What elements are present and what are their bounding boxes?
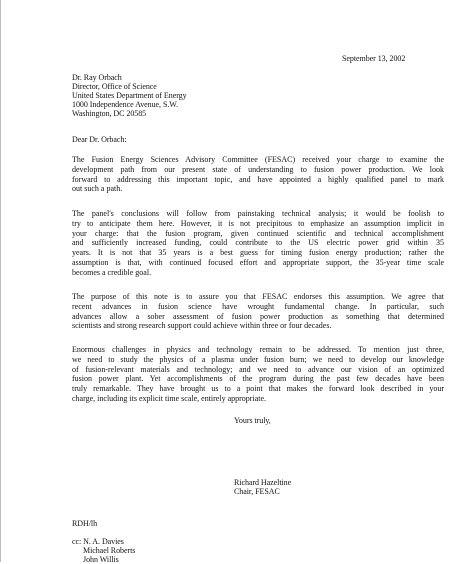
paragraph-line: out such a path.: [72, 184, 123, 194]
paragraph-line: assumption is that, with continued focused effort and appropriate support, the 35-year time scale: [72, 257, 444, 267]
paragraph-line: your charge: that the fusion program, given continued scientific and technical accomplishment: [72, 228, 444, 238]
paragraph-line: The panel's conclusions will follow from painstaking technical analysis; it would be foolish to: [72, 209, 444, 218]
paragraph-line: The purpose of this note is to assure you that FESAC endorses this assumption. We agree that: [72, 292, 444, 301]
paragraph-line: advances allow a sober assessment of fusion power production as something that determined: [72, 311, 444, 321]
signer-title: Chair, FESAC: [234, 487, 280, 496]
paragraph-1: [72, 155, 444, 194]
cc-recipient: Michael Roberts: [83, 546, 136, 555]
paragraph-line: years. It is not that 35 years is a best guess for timing fusion energy production; rather the: [72, 248, 444, 257]
paragraph-line: The Fusion Energy Sciences Advisory Committee (FESAC) received your charge to examine the: [72, 155, 444, 164]
paragraph-line: scientists and strong research support could achieve within three or four decades.: [72, 321, 332, 331]
paragraph-line: of fusion-relevant materials and technology; and we need to advance our vision of an optimized: [72, 364, 444, 374]
paragraph-line: Enormous challenges in physics and technology remain to be addressed. To mention just three,: [72, 345, 444, 354]
paragraph-line: becomes a credible goal.: [72, 267, 152, 277]
recipient-street: 1000 Independence Avenue, S.W.: [72, 100, 179, 109]
paragraph-line: forward to addressing this important topic, and have appointed a highly qualified panel to mark: [72, 174, 444, 184]
recipient-city: Washington, DC 20585: [72, 109, 147, 118]
paragraph-line: we need to study the physics of a plasma under fusion burn; we need to develop our knowledge: [72, 354, 444, 364]
signer-name: Richard Hazeltine: [234, 478, 292, 487]
paragraph-line: recent advances in fusion science have wrought fundamental change. In particular, such: [72, 301, 444, 311]
paragraph-line: development path from our present state of understanding to fusion power production. We look: [72, 164, 444, 174]
paragraph-line: charge, including its explicit time scale, entirely appropriate.: [72, 393, 267, 403]
recipient-title: Director, Office of Science: [72, 82, 157, 91]
letter-date: September 13, 2002: [342, 54, 406, 63]
paragraph-4: [72, 345, 444, 404]
paragraph-line: fusion power plant. Yet accomplishments of the program during the past few decades have been: [72, 374, 444, 384]
recipient-name: Dr. Ray Orbach: [72, 73, 122, 82]
cc-recipient: John Willis: [83, 555, 119, 564]
paragraph-line: and sufficiently increased funding, could contribute to the US electric power grid within 35: [72, 238, 444, 248]
paragraph-2: [72, 209, 444, 277]
paragraph-3: [72, 292, 444, 331]
salutation: Dear Dr. Orbach:: [72, 135, 127, 144]
recipient-organization: United States Department of Energy: [72, 91, 187, 100]
cc-line: cc: N. A. Davies: [72, 537, 124, 546]
typist-initials: RDH/lh: [72, 519, 98, 528]
paragraph-line: truly remarkable. They have brought us to a point that makes the forward look described in your: [72, 384, 444, 393]
closing: Yours truly,: [234, 416, 271, 425]
paragraph-line: try to anticipate them here. However, it is not precipitous to emphasize an assumption implicit in: [72, 218, 444, 228]
